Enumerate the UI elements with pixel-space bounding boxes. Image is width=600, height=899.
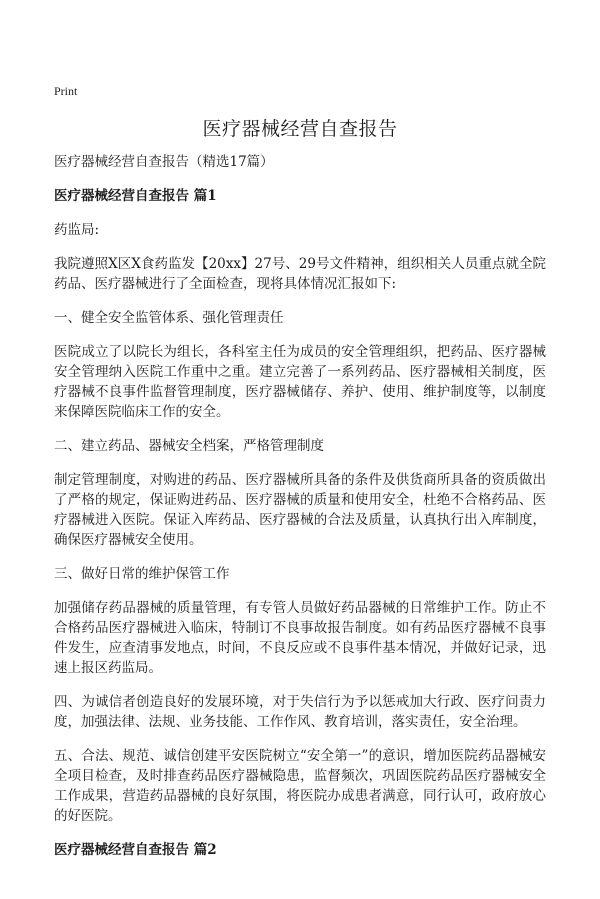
- subheading-3: 三、做好日常的维护保管工作: [54, 566, 230, 582]
- salutation: 药监局:: [54, 222, 100, 238]
- document-subtitle: 医疗器械经营自查报告（精选17篇）: [54, 154, 274, 170]
- body-paragraph-5: 五、合法、规范、诚信创建平安医院树立“安全第一”的意识，增加医院药品器械安全项目检查，及时排查药品医疗器械隐患，监督频次，巩固医院药品医疗器械安全工作成果，营造药品器械的良好氛围，将医院办成患者满意，同行认可，政府放心的好医院。: [54, 748, 546, 824]
- body-paragraph-1: 医院成立了以院长为组长，各科室主任为成员的安全管理组织，把药品、医疗器械安全管理纳入医院工作重中之重。建立完善了一系列药品、医疗器械相关制度，医疗器械不良事件监督管理制度，医疗器械储存、养护、使用、维护制度等，以制度来保障医院临床工作的安全。: [54, 344, 546, 420]
- body-paragraph-3: 加强储存药品器械的质量管理，有专管人员做好药品器械的日常维护工作。防止不合格药品医疗器械进入临床，特制订不良事故报告制度。如有药品医疗器械不良事件发生，应查清事发地点，时间，不良反应或不良事件基本情况，并做好记录，迅速上报区药监局。: [54, 600, 546, 676]
- body-paragraph-4: 四、为诚信者创造良好的发展环境，对于失信行为予以惩戒加大行政、医疗问责力度，加强法律、法规、业务技能、工作作风、教育培训，落实责任，安全治理。: [54, 694, 546, 730]
- subheading-1: 一、健全安全监管体系、强化管理责任: [54, 310, 284, 326]
- section-1: [54, 186, 546, 826]
- section-heading: 医疗器械经营自查报告 篇2: [54, 842, 217, 858]
- body-paragraph-2: 制定管理制度，对购进的药品、医疗器械所具备的条件及供货商所具备的资质做出了严格的规定，保证购进药品、医疗器械的质量和使用安全，杜绝不合格药品、医疗器械进入医院。保证入库药品、医疗器械的合法及质量，认真执行出入库制度，确保医疗器械安全使用。: [54, 472, 546, 548]
- section-heading: 医疗器械经营自查报告 篇1: [54, 188, 217, 204]
- section-2: [54, 840, 546, 860]
- print-label: Print: [54, 84, 78, 98]
- intro-paragraph: 我院遵照X区X食药监发【20xx】27号、29号文件精神，组织相关人员重点就全院药品、医疗器械进行了全面检查，现将具体情况汇报如下:: [54, 256, 546, 292]
- subheading-2: 二、建立药品、器械安全档案，严格管理制度: [54, 438, 324, 454]
- document-title: 医疗器械经营自查报告: [202, 118, 398, 140]
